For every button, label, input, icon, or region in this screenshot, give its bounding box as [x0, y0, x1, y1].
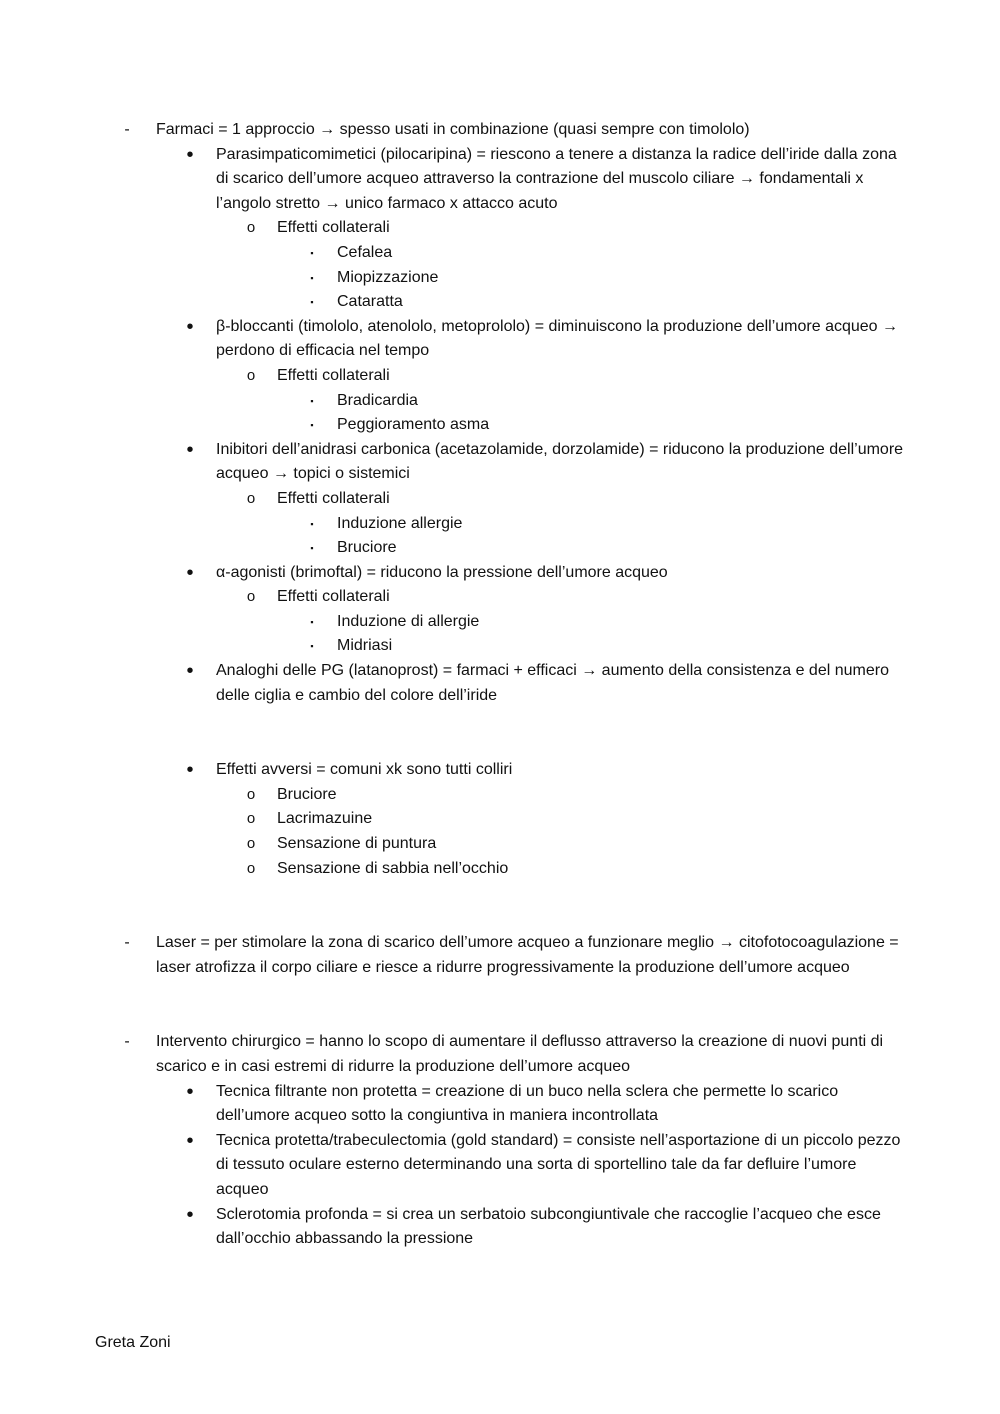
bullet-marker: • — [186, 1203, 194, 1226]
list-item-text: Tecnica protetta/trabeculectomia (gold standard) = consiste nell’asportazione di un piccolo pezzo di tessuto oculare esterno determinando una sorta di sportellino tale da far defluire l’umore acqueo — [216, 1131, 901, 1198]
spacer — [0, 980, 1000, 1030]
list-item — [0, 807, 1000, 832]
list-item — [0, 610, 1000, 635]
hollow-bullet-marker: o — [246, 366, 256, 384]
hollow-bullet-marker: o — [246, 219, 256, 237]
bullet-marker: • — [186, 143, 194, 166]
hollow-bullet-marker: o — [246, 785, 256, 803]
square-bullet-marker: ▪ — [310, 297, 314, 308]
list-item-text: Inibitori dell’anidrasi carbonica (acetazolamide, dorzolamide) = riducono la produzione dell’umore acqueo → topici o sistemici — [216, 440, 904, 483]
hollow-bullet-marker: o — [246, 859, 256, 877]
list-item — [0, 389, 1000, 414]
list-item-text: Midriasi — [337, 637, 393, 655]
list-item-analoghi-pg — [0, 659, 1000, 708]
list-item — [0, 832, 1000, 857]
bullet-marker: • — [186, 315, 194, 338]
spacer — [0, 881, 1000, 931]
hollow-bullet-marker: o — [246, 588, 256, 606]
list-item-text: Effetti collaterali — [277, 366, 390, 384]
list-item-text: Effetti collaterali — [277, 588, 390, 606]
list-item-effetti-collaterali — [0, 216, 1000, 241]
list-item-text: Cataratta — [337, 293, 403, 311]
list-item-text: Induzione allergie — [337, 514, 463, 532]
bullet-marker: • — [186, 759, 194, 782]
list-item-text: Laser = per stimolare la zona di scarico dell’umore acqueo a funzionare meglio → citofotocoagulazione = laser atrofizza il corpo ciliare e riesce a ridurre progressivamente la produzione dell’umore acqueo — [156, 934, 899, 976]
bullet-marker: • — [186, 660, 194, 683]
spacer — [0, 708, 1000, 758]
list-item-text: Sensazione di sabbia nell’occhio — [277, 859, 509, 877]
dash-marker: - — [124, 934, 130, 952]
square-bullet-marker: ▪ — [310, 616, 314, 627]
square-bullet-marker: ▪ — [310, 247, 314, 258]
list-item-text: Bruciore — [337, 539, 397, 557]
list-item-text: Lacrimazuine — [277, 810, 373, 828]
list-item — [0, 413, 1000, 438]
list-item-text: α-agonisti (brimoftal) = riducono la pressione dell’umore acqueo — [216, 563, 668, 581]
list-item-text: Sensazione di puntura — [277, 835, 437, 853]
list-item-text: Bradicardia — [337, 391, 418, 409]
list-item-text: Peggioramento asma — [337, 416, 490, 434]
bullet-marker: • — [186, 1080, 194, 1103]
square-bullet-marker: ▪ — [310, 420, 314, 431]
list-item-inibitori — [0, 438, 1000, 487]
list-item — [0, 290, 1000, 315]
author-footer: Greta Zoni — [95, 1334, 171, 1351]
dash-marker: - — [124, 1033, 130, 1051]
list-item-intervento-chirurgico — [0, 1030, 1000, 1079]
list-item-text: Parasimpaticomimetici (pilocaripina) = riescono a tenere a distanza la radice dell’iride dalla zona di scarico dell’umore acqueo attraverso la contrazione del muscolo ciliare → fondamentali x l’angolo stretto → unico farmaco x attacco acuto — [216, 145, 897, 212]
list-item-beta-bloccanti — [0, 315, 1000, 364]
list-item — [0, 857, 1000, 882]
list-item-farmaci — [0, 118, 1000, 143]
bullet-marker: • — [186, 561, 194, 584]
square-bullet-marker: ▪ — [310, 272, 314, 283]
list-item-effetti-collaterali — [0, 364, 1000, 389]
list-item-text: Effetti collaterali — [277, 489, 390, 507]
bullet-marker: • — [186, 1129, 194, 1152]
list-item-text: Effetti collaterali — [277, 219, 390, 237]
list-item-text: Tecnica filtrante non protetta = creazione di un buco nella sclera che permette lo scarico dell’umore acqueo sotto la congiuntiva in maniera incontrollata — [216, 1082, 839, 1125]
list-item-text: Bruciore — [277, 785, 337, 803]
hollow-bullet-marker: o — [246, 810, 256, 828]
list-item-laser — [0, 931, 1000, 980]
list-item — [0, 241, 1000, 266]
list-item — [0, 783, 1000, 808]
list-item-text: Effetti avversi = comuni xk sono tutti colliri — [216, 761, 513, 779]
list-item — [0, 536, 1000, 561]
list-item — [0, 512, 1000, 537]
list-item-text: Sclerotomia profonda = si crea un serbatoio subcongiuntivale che raccoglie l’acqueo che esce dall’occhio abbassando la pressione — [216, 1205, 881, 1248]
list-item-tecnica-non-protetta — [0, 1080, 1000, 1129]
list-item-trabeculectomia — [0, 1129, 1000, 1203]
dash-marker: - — [124, 121, 130, 138]
square-bullet-marker: ▪ — [310, 641, 314, 652]
list-item — [0, 266, 1000, 291]
list-item-text: Intervento chirurgico = hanno lo scopo di aumentare il deflusso attraverso la creazione di nuovi punti di scarico e in casi estremi di ridurre la produzione dell’umore acqueo — [156, 1033, 884, 1075]
list-item-parasimpaticomimetici — [0, 143, 1000, 217]
square-bullet-marker: ▪ — [310, 518, 314, 529]
notes-content — [0, 118, 1000, 1252]
list-item-text: Farmaci = 1 approccio → spesso usati in combinazione (quasi sempre con timololo) — [156, 121, 750, 138]
square-bullet-marker: ▪ — [310, 543, 314, 554]
list-item-text: Cefalea — [337, 243, 393, 261]
hollow-bullet-marker: o — [246, 489, 256, 507]
list-item-text: Induzione di allergie — [337, 612, 480, 630]
bullet-marker: • — [186, 438, 194, 461]
list-item-effetti-avversi — [0, 758, 1000, 783]
list-item-text: β-bloccanti (timololo, atenololo, metoprololo) = diminuiscono la produzione dell’umore acqueo → perdono di efficacia nel tempo — [216, 317, 899, 360]
hollow-bullet-marker: o — [246, 835, 256, 853]
list-item-effetti-collaterali — [0, 585, 1000, 610]
square-bullet-marker: ▪ — [310, 395, 314, 406]
list-item — [0, 634, 1000, 659]
list-item-text: Miopizzazione — [337, 268, 439, 286]
list-item-alfa-agonisti — [0, 561, 1000, 586]
list-item-sclerotomia — [0, 1203, 1000, 1252]
list-item-text: Analoghi delle PG (latanoprost) = farmaci + efficaci → aumento della consistenza e del numero delle ciglia e cambio del colore dell’iride — [216, 662, 889, 704]
list-item-effetti-collaterali — [0, 487, 1000, 512]
